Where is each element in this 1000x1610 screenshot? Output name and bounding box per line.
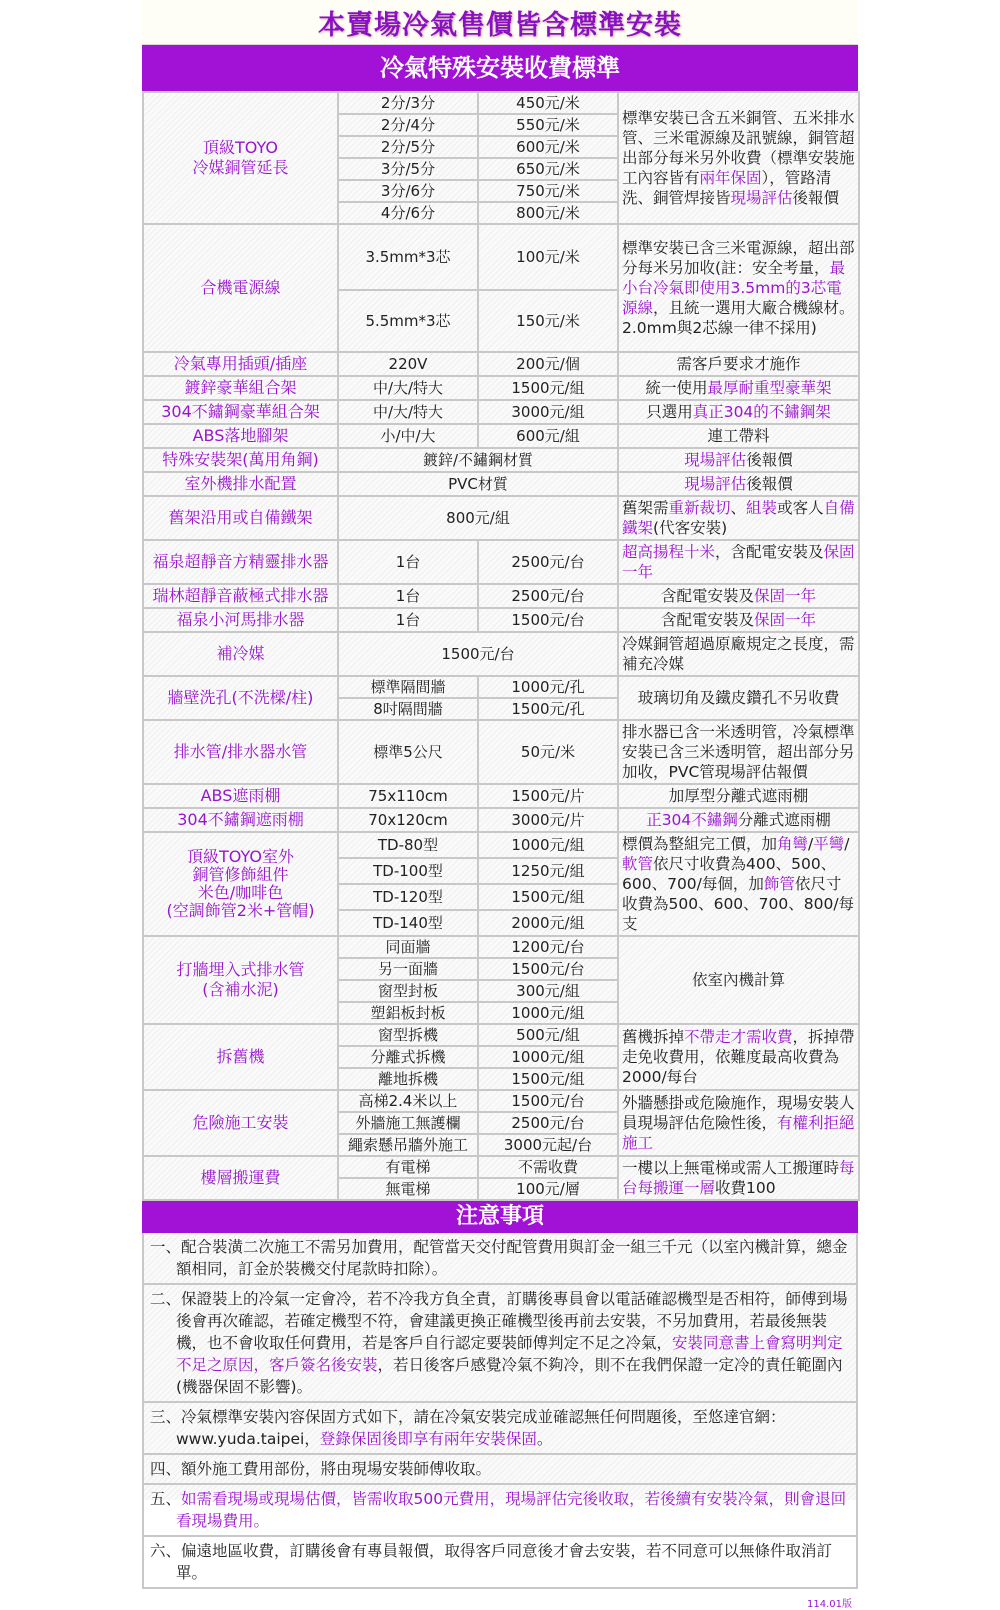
note-number: 三、 (150, 1408, 182, 1426)
table-row (143, 92, 859, 114)
category-cell: 拆舊機 (143, 1024, 338, 1090)
desc-cell: 玻璃切角及鐵皮鑽孔不另收費 (618, 676, 859, 720)
table-row (143, 376, 859, 400)
spec-cell: 1台 (338, 540, 478, 584)
desc-cell (618, 424, 859, 448)
price-cell: 1500元/片 (478, 784, 618, 808)
note-item (142, 1455, 858, 1485)
note-text: 冷氣標準安裝內容保固方式如下，請在冷氣安裝完成並確認無任何問題後，至悠達官網：www.yuda.taipei， (176, 1408, 786, 1448)
desc-highlight: 現場評估 (684, 475, 747, 493)
note-number: 六、 (150, 1542, 182, 1560)
desc-cell (618, 224, 859, 352)
desc-cell (618, 608, 859, 632)
pricing-table (142, 91, 860, 1201)
table-row (143, 540, 859, 584)
price-cell: 100元/層 (478, 1178, 618, 1200)
category-line: 銅管修飾組件 (192, 865, 289, 884)
desc-text: 收費100 (715, 1179, 776, 1197)
main-header: 冷氣特殊安裝收費標準 (142, 45, 858, 91)
category-cell: 福泉超靜音方精靈排水器 (143, 540, 338, 584)
spec-cell: 小/中/大 (338, 424, 478, 448)
desc-cell (618, 540, 859, 584)
note-number: 五、 (150, 1490, 182, 1508)
desc-text: (代客安裝) (653, 519, 728, 537)
desc-text: 分離式遮雨棚 (737, 811, 831, 829)
desc-text: 標準安裝已含三米電源線，超出部分每米另加收(註：安全考量， (622, 239, 855, 277)
note-highlight: 登錄保固後即享有兩年安裝保固 (319, 1430, 537, 1448)
category-cell: 合機電源線 (143, 224, 338, 352)
desc-text: ，含配電安裝及 (715, 543, 824, 561)
price-cell: 3000元/片 (478, 808, 618, 832)
price-cell: 1500元/台 (478, 1090, 618, 1112)
desc-highlight: 重新裁切 (668, 499, 731, 517)
desc-text: / (844, 835, 850, 853)
note-text: 。 (536, 1430, 553, 1448)
desc-cell (618, 784, 859, 808)
desc-text: 含配電安裝及 (660, 587, 754, 605)
table-row (143, 224, 859, 290)
category-cell: 特殊安裝架(萬用角鋼) (143, 448, 338, 472)
spec-cell: 4分/6分 (338, 202, 478, 224)
desc-highlight: 正304不鏽鋼 (646, 811, 738, 829)
spec-cell: 窗型封板 (338, 980, 478, 1002)
price-cell: 200元/個 (478, 352, 618, 376)
desc-cell: 排水器已含一米透明管，冷氣標準安裝已含三米透明管，超出部分另加收，PVC管現場評估報價 (618, 720, 859, 784)
table-row (143, 720, 859, 784)
table-row (143, 632, 859, 676)
desc-text: 標準安裝已含五米銅管、五米排水管、三米電源線及訊號線，銅管超出部分每米另外收費（標準安裝施工內容皆有 (622, 109, 855, 187)
price-cell: 100元/米 (478, 224, 618, 290)
desc-text: 一樓以上無電梯或需人工搬運時 (622, 1159, 840, 1177)
table-row (143, 584, 859, 608)
spec-cell: TD-140型 (338, 910, 478, 936)
price-cell: 不需收費 (478, 1156, 618, 1178)
spec-cell: TD-100型 (338, 858, 478, 884)
category-cell: 鍍鋅豪華組合架 (143, 376, 338, 400)
spec-cell: 鍍鋅/不鏽鋼材質 (338, 448, 618, 472)
desc-cell (618, 400, 859, 424)
price-cell: 2500元/台 (478, 540, 618, 584)
desc-highlight: 保固一年 (754, 611, 817, 629)
desc-highlight: 真正304的不鏽鋼架 (692, 403, 831, 421)
spec-cell: 窗型拆機 (338, 1024, 478, 1046)
table-row (143, 832, 859, 858)
spec-cell: 高梯2.4米以上 (338, 1090, 478, 1112)
category-line: 冷媒銅管延長 (192, 158, 289, 177)
category-cell: 304不鏽鋼遮雨棚 (143, 808, 338, 832)
desc-text: 需客戶要求才施作 (676, 355, 801, 373)
table-row (143, 1024, 859, 1046)
spec-cell: 標準5公尺 (338, 720, 478, 784)
desc-text: 依尺寸收費為400、500、600、700/每個，加 (622, 855, 837, 893)
price-cell: 1250元/組 (478, 858, 618, 884)
desc-text: 舊架需 (622, 499, 669, 517)
desc-cell: 依室內機計算 (618, 936, 859, 1024)
spec-cell: 75x110cm (338, 784, 478, 808)
price-cell: 1000元/組 (478, 832, 618, 858)
spec-cell: 8吋隔間牆 (338, 698, 478, 720)
category-cell: 瑞林超靜音蔽極式排水器 (143, 584, 338, 608)
desc-cell (618, 584, 859, 608)
price-cell: 1500元/孔 (478, 698, 618, 720)
price-cell: 2500元/台 (478, 1112, 618, 1134)
price-cell: 50元/米 (478, 720, 618, 784)
category-cell: ABS遮雨棚 (143, 784, 338, 808)
note-item (142, 1485, 858, 1537)
category-cell: 冷氣專用插頭/插座 (143, 352, 338, 376)
table-row (143, 784, 859, 808)
desc-highlight: 每台每搬運一層 (622, 1159, 855, 1197)
desc-cell (618, 1090, 859, 1156)
desc-cell (618, 376, 859, 400)
desc-text: 後報價 (792, 189, 840, 207)
spec-cell: 中/大/特大 (338, 400, 478, 424)
version-label: 114.01版 (807, 1599, 852, 1610)
table-row (143, 352, 859, 376)
category-cell: 304不鏽鋼豪華組合架 (143, 400, 338, 424)
top-title: 本賣場冷氣售價皆含標準安裝 (142, 0, 858, 45)
spec-cell: 3分/6分 (338, 180, 478, 202)
desc-highlight: 保固一年 (622, 543, 855, 581)
desc-highlight: 有權利拒絕施工 (622, 1114, 855, 1152)
category-line: 頂級TOYO室外 (187, 847, 294, 866)
desc-highlight: 最厚耐重型豪華架 (707, 379, 832, 397)
note-text: 偏遠地區收費，訂購後會有專員報價，取得客戶同意後才會去安裝，若不同意可以無條件取消訂單。 (176, 1542, 833, 1582)
desc-text: 統一使用 (645, 379, 708, 397)
price-cell: 500元/組 (478, 1024, 618, 1046)
price-cell: 750元/米 (478, 180, 618, 202)
desc-highlight: 組裝 (746, 499, 778, 517)
desc-text: ），管路清洗、銅管焊接皆 (622, 169, 832, 207)
pricing-sheet (142, 0, 858, 1610)
spec-cell: 3分/5分 (338, 158, 478, 180)
category-cell: 福泉小河馬排水器 (143, 608, 338, 632)
note-item (142, 1537, 858, 1589)
desc-cell (618, 352, 859, 376)
spec-cell: 另一面牆 (338, 958, 478, 980)
desc-highlight: 最小台冷氣即使用3.5mm的3芯電源線 (622, 259, 846, 317)
category-cell (143, 832, 338, 936)
desc-text: 外牆懸掛或危險施作，現場安裝人員現場評估危險性後， (622, 1094, 855, 1132)
price-cell: 1500元/台 (478, 958, 618, 980)
price-cell: 3000元/組 (478, 400, 618, 424)
price-cell: 1500元/組 (478, 884, 618, 910)
desc-cell (618, 1156, 859, 1200)
desc-text: 標價為整組完工價，加 (622, 835, 778, 853)
note-text: 配合裝潢二次施工不需另加費用，配管當天交付配管費用與訂金一組三千元（以室內機計算，總金額相同，訂金於裝機交付尾款時扣除）。 (176, 1238, 848, 1278)
price-cell: 1200元/台 (478, 936, 618, 958)
desc-text: 或客人 (777, 499, 824, 517)
desc-highlight: 角彎 (777, 835, 809, 853)
spec-cell: 220V (338, 352, 478, 376)
category-cell: 樓層搬運費 (143, 1156, 338, 1200)
desc-cell (618, 1024, 859, 1090)
category-line: 頂級TOYO (203, 138, 278, 157)
price-cell: 3000元起/台 (478, 1134, 618, 1156)
spec-cell: 中/大/特大 (338, 376, 478, 400)
category-cell: 舊架沿用或自備鐵架 (143, 496, 338, 540)
desc-text: 含配電安裝及 (660, 611, 754, 629)
price-cell: 1000元/組 (478, 1002, 618, 1024)
category-cell: 室外機排水配置 (143, 472, 338, 496)
note-highlight: 安裝同意書上會寫明判定不足之原因，客戶簽名後安裝 (176, 1334, 843, 1374)
price-cell: 2500元/台 (478, 584, 618, 608)
category-cell (143, 936, 338, 1024)
note-item (142, 1403, 858, 1455)
desc-highlight: 兩年保固 (699, 169, 762, 187)
note-item (142, 1285, 858, 1403)
table-row (143, 808, 859, 832)
note-text: ，若日後客戶感覺冷氣不夠冷，則不在我們保證一定冷的責任範圍內(機器保固不影響)。 (176, 1356, 843, 1396)
note-highlight: 如需看現場或現場估價，皆需收取500元費用，現場評估完後收取，若後續有安裝冷氣，則會退回看現場費用。 (176, 1490, 847, 1530)
desc-text: 連工帶料 (707, 427, 770, 445)
desc-text: 後報價 (746, 475, 793, 493)
desc-highlight: 現場評估 (684, 451, 747, 469)
spec-cell: PVC材質 (338, 472, 618, 496)
price-cell: 600元/組 (478, 424, 618, 448)
category-cell: ABS落地腳架 (143, 424, 338, 448)
spec-cell: 標準隔間牆 (338, 676, 478, 698)
table-row (143, 496, 859, 540)
category-line: (含補水泥) (202, 980, 279, 999)
note-number: 四、 (150, 1460, 182, 1478)
desc-text: 只選用 (646, 403, 693, 421)
desc-cell (618, 92, 859, 224)
desc-highlight: 現場評估 (730, 189, 793, 207)
note-number: 二、 (150, 1290, 182, 1308)
price-cell: 1500元/組 (478, 1068, 618, 1090)
category-line: 米色/咖啡色 (197, 883, 284, 902)
category-cell: 補冷媒 (143, 632, 338, 676)
table-row (143, 424, 859, 448)
category-cell: 牆壁洗孔(不洗樑/柱) (143, 676, 338, 720)
table-row (143, 472, 859, 496)
spec-cell: TD-80型 (338, 832, 478, 858)
price-cell: 2000元/組 (478, 910, 618, 936)
table-row (143, 936, 859, 958)
spec-cell: 1台 (338, 584, 478, 608)
note-text: 保證裝上的冷氣一定會冷，若不冷我方負全責，訂購後專員會以電話確認機型是否相符，師傅到場後會再次確認，若確定機型不符，會建議更換正確機型後再前去安裝，不另加費用，若最後無裝機，也不會收取任何費用，若是客戶自行認定要裝師傅判定不足之冷氣， (176, 1290, 848, 1352)
desc-cell: 冷媒銅管超過原廠規定之長度，需補充冷媒 (618, 632, 859, 676)
desc-cell (618, 472, 859, 496)
spec-cell: 2分/4分 (338, 114, 478, 136)
spec-cell: 塑鋁板封板 (338, 1002, 478, 1024)
desc-highlight: 飾管 (763, 875, 795, 893)
spec-cell: 繩索懸吊牆外施工 (338, 1134, 478, 1156)
table-row (143, 400, 859, 424)
desc-highlight: 自備鐵架 (622, 499, 855, 537)
spec-cell: 2分/5分 (338, 136, 478, 158)
price-cell: 650元/米 (478, 158, 618, 180)
table-row (143, 448, 859, 472)
notes-list (142, 1233, 858, 1589)
price-cell: 450元/米 (478, 92, 618, 114)
desc-text: 、 (730, 499, 747, 517)
desc-cell (618, 808, 859, 832)
desc-highlight: 不帶走才需收費 (684, 1028, 793, 1046)
price-cell: 800元/組 (338, 496, 618, 540)
desc-highlight: 平彎 (813, 835, 845, 853)
spec-cell: 離地拆機 (338, 1068, 478, 1090)
desc-highlight: 軟管 (622, 855, 654, 873)
price-cell: 1500元/組 (478, 376, 618, 400)
table-row (143, 1156, 859, 1178)
desc-cell (618, 832, 859, 936)
category-cell: 危險施工安裝 (143, 1090, 338, 1156)
price-cell: 1500元/台 (338, 632, 618, 676)
spec-cell: 3.5mm*3芯 (338, 224, 478, 290)
desc-cell (618, 496, 859, 540)
spec-cell: 1台 (338, 608, 478, 632)
note-number: 一、 (150, 1238, 182, 1256)
desc-text: 依尺寸收費為500、600、700、800/每支 (622, 875, 855, 933)
note-text: 額外施工費用部份，將由現場安裝師傅收取。 (181, 1460, 492, 1478)
category-line: 打牆埋入式排水管 (176, 960, 305, 979)
spec-cell: 5.5mm*3芯 (338, 290, 478, 352)
spec-cell: TD-120型 (338, 884, 478, 910)
price-cell: 800元/米 (478, 202, 618, 224)
table-row (143, 608, 859, 632)
desc-text: 加厚型分離式遮雨棚 (668, 787, 809, 805)
table-row (143, 1090, 859, 1112)
desc-text: 舊機拆掉 (622, 1028, 685, 1046)
table-row (143, 676, 859, 698)
desc-cell (618, 448, 859, 472)
spec-cell: 分離式拆機 (338, 1046, 478, 1068)
price-cell: 600元/米 (478, 136, 618, 158)
category-cell: 排水管/排水器水管 (143, 720, 338, 784)
notes-header: 注意事項 (142, 1201, 858, 1233)
desc-highlight: 超高揚程十米 (622, 543, 716, 561)
price-cell: 300元/組 (478, 980, 618, 1002)
desc-text: / (808, 835, 814, 853)
spec-cell: 無電梯 (338, 1178, 478, 1200)
spec-cell: 2分/3分 (338, 92, 478, 114)
price-cell: 550元/米 (478, 114, 618, 136)
price-cell: 1000元/孔 (478, 676, 618, 698)
price-cell: 150元/米 (478, 290, 618, 352)
price-cell: 1500元/台 (478, 608, 618, 632)
spec-cell: 外牆施工無護欄 (338, 1112, 478, 1134)
category-cell (143, 92, 338, 224)
price-cell: 1000元/組 (478, 1046, 618, 1068)
spec-cell: 同面牆 (338, 936, 478, 958)
desc-text: ，拆掉帶走免收費用，依難度最高收費為2000/每台 (622, 1028, 855, 1086)
spec-cell: 70x120cm (338, 808, 478, 832)
category-line: (空調飾管2米+管帽) (166, 901, 315, 920)
note-item (142, 1233, 858, 1285)
desc-text: ，且統一選用大廠合機線材。2.0mm與2芯線一律不採用) (622, 299, 855, 337)
spec-cell: 有電梯 (338, 1156, 478, 1178)
desc-highlight: 保固一年 (754, 587, 817, 605)
desc-text: 後報價 (746, 451, 793, 469)
